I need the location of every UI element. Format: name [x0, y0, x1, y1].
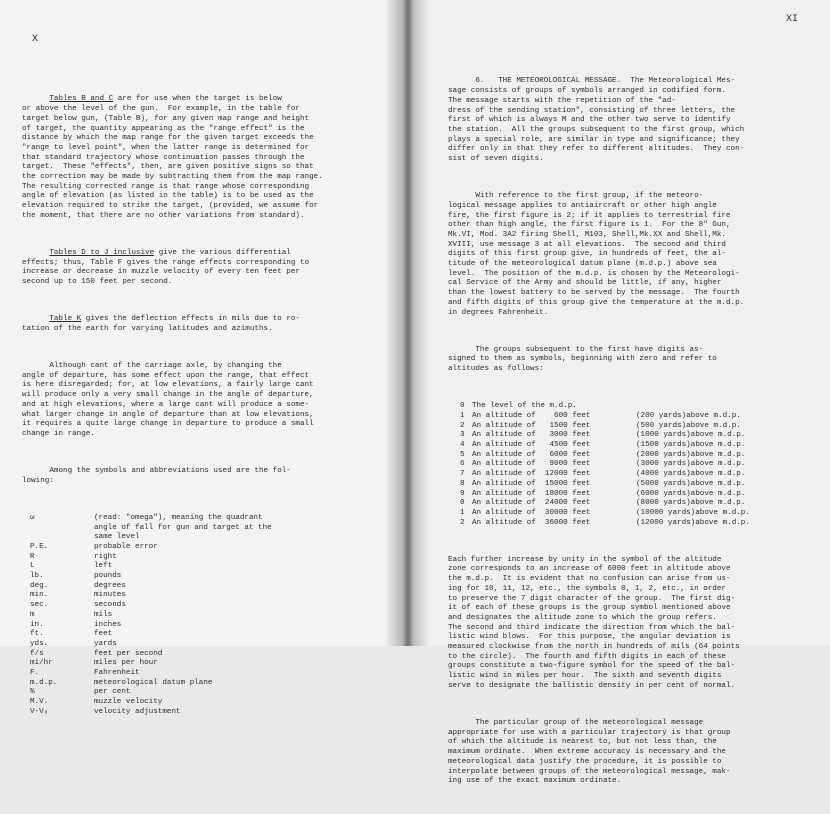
- text-line: plays a special role, are similar in type and significance; they: [448, 135, 740, 144]
- altitude-row: [460, 441, 823, 451]
- text-line: lowing:: [22, 476, 54, 485]
- text-line: elevation required to strike the target, (provided, we assume for: [22, 202, 319, 211]
- text-line: level. The position of the m.d.p. is chosen by the Meteorologi-: [448, 269, 740, 278]
- altitude-label: The level of the m.d.p.: [472, 402, 577, 411]
- text-line: it of each of these groups is the group symbol mentioned above: [448, 604, 731, 613]
- text-line: differ only in that they refer to different altitudes. They con-: [448, 145, 745, 154]
- altitude-code: 0: [460, 499, 465, 508]
- altitude-code: 5: [460, 450, 465, 459]
- text-line: distance by which the map range for the given target exceeds the: [22, 134, 314, 143]
- abbreviation-meaning: left: [94, 562, 113, 571]
- paragraph-tables-d-j: [22, 249, 382, 288]
- abbreviation-meaning: mils: [94, 610, 113, 619]
- text-line: signed to them as symbols, beginning with zero and refer to: [448, 355, 717, 364]
- paragraph-altitude-zones: [448, 556, 823, 692]
- text-line: The resulting corrected range is that range whose corresponding: [22, 182, 310, 191]
- tables-d-j-ref: Tables D to J inclusive: [49, 248, 155, 257]
- altitude-feet: [602, 422, 636, 432]
- abbreviation-symbol: %: [30, 688, 35, 697]
- altitude-yards: (6000 yards)above m.d.p.: [636, 489, 746, 498]
- abbreviation-symbol: M.V.: [30, 698, 49, 707]
- text-line: of which the altitude is nearest to, but not less than, the: [448, 738, 717, 747]
- abbreviation-meaning: velocity adjustment: [94, 707, 181, 716]
- altitude-row: [460, 499, 823, 509]
- altitude-code: 1: [460, 508, 465, 517]
- text-line: Although cant of the carriage axle, by changing the: [22, 361, 282, 370]
- abbreviation-meaning: feet: [94, 630, 113, 639]
- altitude-yards: (10000 yards)above m.d.p.: [636, 508, 750, 517]
- altitude-label: An altitude of 24000 feet: [472, 499, 591, 508]
- abbreviation-symbol: yds.: [30, 639, 49, 648]
- altitude-label: An altitude of 4500 feet: [472, 441, 591, 450]
- text-line: to the circle). The fourth and fifth digits in each of these: [448, 652, 726, 661]
- altitude-row: [460, 402, 823, 412]
- abbreviation-symbol: ft.: [30, 630, 44, 639]
- text-line: Among the symbols and abbreviations used are the fol-: [22, 467, 291, 476]
- altitude-code: 2: [460, 518, 465, 527]
- text-line: or above the level of the gun. For example, in the table for: [22, 105, 300, 114]
- altitude-yards: [636, 402, 826, 412]
- altitude-yards: (3000 yards)above m.d.p.: [636, 460, 746, 469]
- right-page-number: XI: [786, 14, 799, 25]
- left-page-number: X: [32, 34, 39, 45]
- altitude-yards: (2000 yards)above m.d.p.: [636, 450, 746, 459]
- altitude-table: [460, 402, 823, 528]
- altitude-label: An altitude of 15000 feet: [472, 479, 591, 488]
- text-line: ing use of the exact maximum ordinate.: [448, 777, 622, 786]
- abbreviation-symbol: [30, 533, 94, 543]
- text-line: 6. THE METEOROLOGICAL MESSAGE. The Meteorological Mes-: [448, 77, 736, 86]
- altitude-label: An altitude of 12000 feet: [472, 470, 591, 479]
- abbreviation-symbol: [30, 524, 94, 534]
- abbreviation-meaning: meteorological datum plane: [94, 678, 213, 687]
- altitude-code: 3: [460, 431, 465, 440]
- text-line: of target, the quantity appearing as the "range effect" is the: [22, 124, 305, 133]
- abbreviation-meaning: degrees: [94, 581, 126, 590]
- altitude-feet: [602, 451, 636, 461]
- altitude-yards: (8000 yards)above m.d.p.: [636, 499, 746, 508]
- text-line: listic wind blows. For this purpose, the angular deviation is: [448, 633, 731, 642]
- text-line: fire, the first figure is 2; if it applies to terrestrial fire: [448, 211, 731, 220]
- abbreviation-symbol: deg.: [30, 581, 49, 590]
- text-line: second up to 150 feet per second.: [22, 278, 173, 287]
- text-line: listic wind in miles per hour. The sixth and seventh digits: [448, 672, 722, 681]
- text-line: in degrees Fahrenheit.: [448, 308, 549, 317]
- abbreviation-meaning: miles per hour: [94, 659, 158, 668]
- left-page-body: [22, 76, 382, 737]
- altitude-row: [460, 422, 823, 432]
- text-line: maximum ordinate. When extreme accuracy is necessary and the: [448, 748, 726, 757]
- text-line: titude of the meteorological datum plane (m.d.p.) above sea: [448, 260, 717, 269]
- altitude-yards: (12000 yards)above m.d.p.: [636, 518, 750, 527]
- altitude-row: [460, 460, 823, 470]
- text-line: With reference to the first group, if the meteoro-: [448, 192, 704, 201]
- abbreviation-meaning: muzzle velocity: [94, 698, 163, 707]
- altitude-code: 9: [460, 489, 465, 498]
- right-page: [408, 0, 830, 786]
- altitude-feet: [602, 470, 636, 480]
- altitude-code: 6: [460, 460, 465, 469]
- abbreviation-symbol: R: [30, 552, 35, 561]
- abbreviation-meaning: feet per second: [94, 649, 163, 658]
- altitude-yards: (5000 yards)above m.d.p.: [636, 479, 746, 488]
- text-line: "range to level point", when the latter range is determined for: [22, 143, 310, 152]
- altitude-code: 7: [460, 470, 465, 479]
- text-line: sist of seven digits.: [448, 155, 544, 164]
- text-line: other than high angle, the first figure is 1. For the 8" Gun,: [448, 221, 731, 230]
- altitude-row: [460, 519, 823, 529]
- altitude-yards: (1500 yards)above m.d.p.: [636, 441, 746, 450]
- text-line: target. These "effects", then, are given positive signs so that: [22, 163, 314, 172]
- text-line: tation of the earth for varying latitudes and azimuths.: [22, 324, 273, 333]
- paragraph-tables-b-c: [22, 95, 382, 221]
- text-line: the moment, that there are no other variations from standard).: [22, 211, 305, 220]
- altitude-feet: [602, 412, 636, 422]
- altitude-row: [460, 431, 823, 441]
- altitude-row: [460, 412, 823, 422]
- abbreviation-meaning: inches: [94, 620, 122, 629]
- text-line: are for use when the target is below: [113, 95, 282, 104]
- abbreviation-symbol: mi/hr: [30, 659, 53, 668]
- text-line: first of which is always M and the other two serve to identify: [448, 116, 731, 125]
- altitude-code: 1: [460, 411, 465, 420]
- abbreviation-symbol: P.E.: [30, 542, 49, 551]
- altitude-row: [460, 470, 823, 480]
- altitude-code: 4: [460, 441, 465, 450]
- text-line: than the lowest battery to be served by the message. The fourth: [448, 289, 740, 298]
- text-line: interpolate between groups of the meteorological message, mak-: [448, 767, 731, 776]
- text-line: ing for 10, 11, 12, etc., the symbols 0, 1, 2, etc., in order: [448, 584, 726, 593]
- altitude-feet: [602, 431, 636, 441]
- paragraph-cant: [22, 362, 382, 440]
- altitude-code: 8: [460, 479, 465, 488]
- text-line: angle of departure, has some effect upon the range, that effect: [22, 371, 310, 380]
- abbreviation-meaning: Fahrenheit: [94, 669, 140, 678]
- altitude-code: 0: [460, 402, 465, 411]
- text-line: change in range.: [22, 429, 95, 438]
- text-line: groups constitute a two-figure symbol for the speed of the bal-: [448, 662, 736, 671]
- text-line: XVIII, use message 3 at all elevations. The second and third: [448, 240, 726, 249]
- paragraph-table-k: [22, 315, 382, 334]
- altitude-feet: [602, 499, 636, 509]
- text-line: will produce only a very small change in the angle of departure,: [22, 391, 314, 400]
- text-line: it requires a quite large change in departure to produce a small: [22, 420, 314, 429]
- text-line: the correction may be made by subtracting them from the map range.: [22, 173, 323, 182]
- abbreviation-list: [30, 514, 382, 718]
- abbreviation-meaning: right: [94, 552, 117, 561]
- abbreviation-meaning: per cent: [94, 688, 131, 697]
- altitude-feet: [602, 480, 636, 490]
- table-k-ref: Table K: [49, 315, 82, 324]
- abbreviation-meaning: angle of fall for gun and target at the: [94, 523, 272, 532]
- altitude-row: [460, 480, 823, 490]
- altitude-label: An altitude of 18000 feet: [472, 489, 591, 498]
- altitude-yards: (200 yards)above m.d.p.: [636, 411, 741, 420]
- text-line: The groups subsequent to the first have digits as-: [448, 345, 704, 354]
- text-line: what larger change in angle of departure than at low elevations,: [22, 410, 314, 419]
- paragraph-subsequent-groups: [448, 346, 823, 375]
- text-line: gives the deflection effects in mils due to ro-: [81, 315, 300, 324]
- altitude-feet: [602, 441, 636, 451]
- text-line: and at high elevations, where a large cant will produce a some-: [22, 400, 310, 409]
- text-line: increase or decrease in muzzle velocity of every ten feet per: [22, 268, 300, 277]
- abbreviation-symbol: L: [30, 562, 35, 571]
- abbreviation-symbol: ω: [30, 513, 35, 522]
- text-line: Mk.VI, Mod. 3A2 firing Shell, M103, Shell,Mk.XX and Shell,Mk.: [448, 230, 726, 239]
- text-line: and designates the altitude zone to which the group refers.: [448, 613, 717, 622]
- text-line: sage consists of groups of symbols arranged in codified form.: [448, 87, 726, 96]
- altitude-yards: (500 yards)above m.d.p.: [636, 421, 741, 430]
- paragraph-particular-group: [448, 719, 823, 787]
- altitude-feet: [602, 509, 636, 519]
- abbreviation-symbol: in.: [30, 620, 44, 629]
- altitude-row: [460, 490, 823, 500]
- altitude-label: An altitude of 3000 feet: [472, 431, 591, 440]
- altitude-label: An altitude of 6000 feet: [472, 450, 591, 459]
- right-page-body: [448, 58, 823, 814]
- abbreviation-meaning: probable error: [94, 542, 158, 551]
- text-line: measured clockwise from the north in hundreds of mils (64 points: [448, 643, 740, 652]
- abbreviation-symbol: m: [30, 610, 35, 619]
- paragraph-met-message: [448, 77, 823, 164]
- altitude-row: [460, 509, 823, 519]
- altitude-feet: [602, 519, 636, 529]
- abbreviation-meaning: yards: [94, 639, 117, 648]
- text-line: digits of this first group give, in hundreds of feet, the al-: [448, 250, 726, 259]
- text-line: give the various differential: [154, 248, 291, 257]
- text-line: dress of the sending station", consisting of three letters, the: [448, 106, 736, 115]
- text-line: The message starts with the repetition of the "ad-: [448, 96, 676, 105]
- abbreviation-meaning: minutes: [94, 591, 126, 600]
- text-line: zone corresponds to an increase of 6000 feet in altitude above: [448, 565, 731, 574]
- altitude-feet: [602, 402, 636, 412]
- text-line: the station. All the groups subsequent to the first group, which: [448, 125, 745, 134]
- text-line: meteorological data justify the procedure, it is possible to: [448, 757, 722, 766]
- altitude-label: An altitude of 36000 feet: [472, 518, 591, 527]
- altitude-label: An altitude of 30000 feet: [472, 508, 591, 517]
- text-line: and fifth digits of this group give the temperature at the m.d.p.: [448, 298, 745, 307]
- tables-b-c-ref: Tables B and C: [49, 95, 114, 104]
- abbreviation-symbol: lb.: [30, 572, 44, 581]
- text-line: The second and third indicate the direction from which the bal-: [448, 623, 736, 632]
- abbreviation-symbol: V-V₀: [30, 707, 49, 716]
- text-line: altitudes as follows:: [448, 365, 544, 374]
- text-line: Each further increase by unity in the symbol of the altitude: [448, 555, 722, 564]
- abbreviation-meaning: same level: [94, 533, 140, 542]
- paragraph-symbols-intro: [22, 467, 382, 486]
- text-line: target below gun, (Table B), for any given map range and height: [22, 114, 310, 123]
- altitude-row: [460, 451, 823, 461]
- abbreviation-symbol: m.d.p.: [30, 678, 58, 687]
- text-line: angle of elevation (as listed in the table) is to be used as the: [22, 192, 314, 201]
- altitude-label: An altitude of 600 feet: [472, 411, 591, 420]
- abbreviation-symbol: F.: [30, 669, 40, 678]
- altitude-label: An altitude of 9000 feet: [472, 460, 591, 469]
- text-line: appropriate for use with a particular trajectory is that group: [448, 728, 731, 737]
- text-line: that standard trajectory whose continuation passes through the: [22, 153, 305, 162]
- text-line: serve to designate the ballistic density in per cent of normal.: [448, 681, 736, 690]
- abbreviation-meaning: pounds: [94, 572, 122, 581]
- text-line: logical message applies to antiaircraft or other high angle: [448, 201, 717, 210]
- text-line: to preserve the 7 digit character of the group. The first dig-: [448, 594, 736, 603]
- abbreviation-symbol: sec.: [30, 601, 49, 610]
- text-line: cal Service of the Army and should be little, if any, higher: [448, 279, 722, 288]
- text-line: The particular group of the meteorological message: [448, 719, 704, 727]
- altitude-code: 2: [460, 421, 465, 430]
- altitude-label: An altitude of 1500 feet: [472, 421, 591, 430]
- left-page: [0, 0, 408, 716]
- text-line: is here disregarded; for, at low elevations, a fairly large cant: [22, 381, 314, 390]
- altitude-yards: (1000 yards)above m.d.p.: [636, 431, 746, 440]
- abbreviation-symbol: min.: [30, 591, 49, 600]
- altitude-feet: [602, 460, 636, 470]
- text-line: the m.d.p. It is evident that no confusion can arise from us-: [448, 575, 731, 584]
- altitude-feet: [602, 490, 636, 500]
- abbreviation-meaning: (read: "omega"), meaning the quadrant: [94, 513, 263, 522]
- abbreviation-meaning: seconds: [94, 601, 126, 610]
- text-line: effects; thus, Table F gives the range effects corresponding to: [22, 258, 310, 267]
- altitude-yards: (4000 yards)above m.d.p.: [636, 470, 746, 479]
- abbreviation-symbol: f/s: [30, 649, 44, 658]
- paragraph-first-group: [448, 192, 823, 318]
